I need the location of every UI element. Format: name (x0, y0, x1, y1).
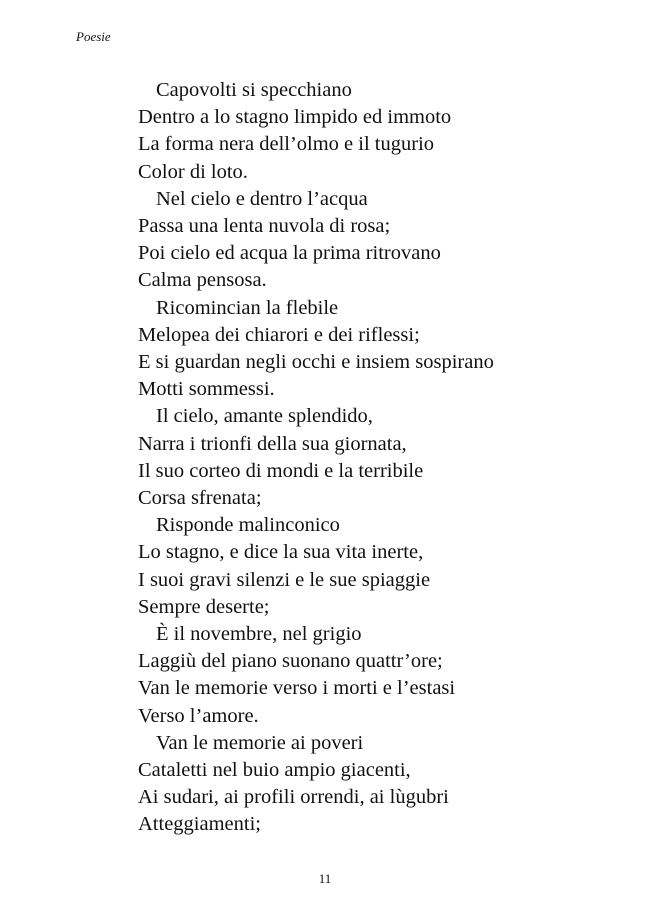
verse-line: Color di loto. (138, 160, 248, 183)
stanza (138, 295, 638, 404)
verse-line: Narra i trionfi della sua giornata, (138, 432, 407, 455)
verse-line: Risponde malinconico (156, 514, 340, 537)
verse-line: Ai sudari, ai profili orrendi, ai lùgubri (138, 786, 449, 809)
verse-line: Van le memorie verso i morti e l’estasi (138, 677, 456, 700)
verse-line: Calma pensosa. (138, 269, 267, 292)
verse-line: Cataletti nel buio ampio giacenti, (138, 759, 411, 782)
verse-line: Lo stagno, e dice la sua vita inerte, (138, 541, 424, 564)
verse-line: Passa una lenta nuvola di rosa; (138, 215, 391, 238)
verse-line: I suoi gravi silenzi e le sue spiaggie (138, 568, 431, 591)
verse-line: Il suo corteo di mondi e la terribile (138, 459, 424, 482)
verse-line: Poi cielo ed acqua la prima ritrovano (138, 242, 441, 265)
verse-line: Motti sommessi. (138, 378, 275, 401)
verse-line: Verso l’amore. (138, 704, 259, 727)
stanza (138, 512, 638, 621)
verse-line: Capovolti si specchiano (156, 79, 352, 101)
verse-line: Dentro a lo stagno limpido ed immoto (138, 106, 452, 129)
verse-line: E si guardan negli occhi e insiem sospirano (138, 351, 494, 374)
stanza (138, 403, 638, 512)
verse-line: Corsa sfrenata; (138, 487, 262, 510)
verse-line: Laggiù del piano suonano quattr’ore; (138, 650, 443, 673)
verse-line: È il novembre, nel grigio (156, 623, 362, 646)
stanza (138, 77, 638, 186)
verse-line: Il cielo, amante splendido, (156, 405, 373, 428)
verse-line: La forma nera dell’olmo e il tugurio (138, 133, 435, 156)
stanza (138, 730, 638, 839)
verse-line: Ricomincian la flebile (156, 296, 339, 319)
verse-line: Nel cielo e dentro l’acqua (156, 187, 368, 210)
running-head: Poesie (76, 29, 111, 44)
stanza (138, 621, 638, 730)
verse-line: Melopea dei chiarori e dei riflessi; (138, 323, 420, 346)
stanza (138, 186, 638, 295)
page-number: 11 (318, 871, 332, 886)
verse-line: Van le memorie ai poveri (156, 731, 364, 754)
poem-body (138, 77, 638, 839)
verse-line: Sempre deserte; (138, 595, 270, 618)
verse-line: Atteggiamenti; (138, 813, 261, 836)
